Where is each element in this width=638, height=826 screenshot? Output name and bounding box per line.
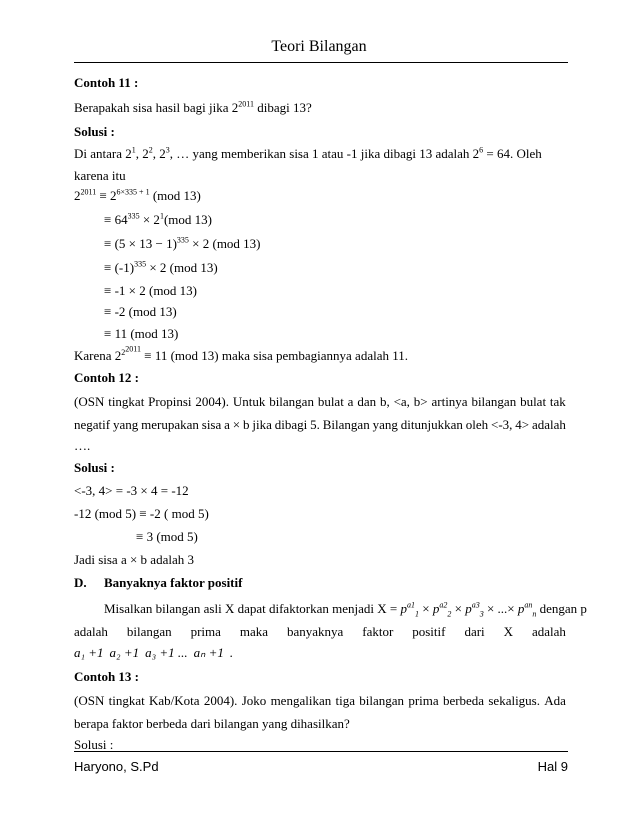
prime-power-term: $p^{a3}_3$ (465, 600, 484, 619)
word: b (243, 417, 250, 432)
word: berbeda (442, 693, 485, 708)
section-d-heading: D. Banyaknya faktor positif (74, 575, 243, 590)
congruence-step-7: ≡ 11 (mod 13) (104, 326, 179, 341)
footer-divider (74, 751, 568, 752)
word: tak (549, 394, 566, 409)
contoh-12-problem-line-1 (74, 394, 566, 410)
prime-power-term: $p^{a2}_2$ (432, 600, 452, 619)
word: yang (372, 417, 398, 432)
section-d-line-1: Misalkan bilangan asli X dapat difaktorkan menjadi $X = p^{a1}_1 \times p^{a2}_2 \times p^{a3}_3$ × ...× $p^{an}_n$ dengan p (104, 600, 587, 619)
word: bilangan (126, 624, 172, 639)
word: 4> (515, 417, 530, 432)
contoh-11-heading: Contoh 11 : (74, 75, 139, 90)
word: (OSN (74, 693, 105, 708)
word: Joko (241, 693, 267, 708)
word: adalah (531, 624, 566, 639)
word: jika (252, 417, 272, 432)
divisor-count-factors (74, 645, 239, 661)
contoh-12-heading: Contoh 12 : (74, 370, 140, 385)
factor-term: . (229, 645, 234, 660)
word: a (224, 417, 230, 432)
contoh-12-conclusion: Jadi sisa a × b adalah 3 (74, 552, 194, 567)
congruence-step-6: ≡ -2 (mod 13) (104, 304, 177, 319)
word: X (503, 624, 513, 639)
word: dibagi (274, 417, 308, 432)
word: faktor (362, 624, 394, 639)
contoh-12-problem-line-3: …. (74, 438, 91, 453)
congruence-step-3: ≡ $(5 \times 13 - 1)^{335} \times 2$ (mod 13) (104, 235, 261, 251)
word: b> (413, 394, 428, 409)
word: positif (412, 624, 446, 639)
word: dari (464, 624, 485, 639)
contoh-11-solution-line-1: Di antara $2^1$, $2^2$, $2^3$, … yang memberikan sisa 1 atau -1 jika dibagi 13 adalah $2^6 = 64$. Oleh (74, 145, 542, 161)
factor-term: a₃ +1 ... (145, 645, 188, 660)
word: banyaknya (286, 624, 344, 639)
word: <a, (393, 394, 410, 409)
prime-power-term: $p^{a1}_1$ (400, 600, 420, 619)
contoh-11-solusi-label: Solusi : (74, 124, 115, 139)
word: tiga (335, 693, 355, 708)
word: bulat (520, 394, 547, 409)
contoh-13-problem-line-2: berapa faktor berbeda dari bilangan yang dihasilkan? (74, 716, 350, 731)
congruence-step-5: ≡ -1 × 2 (mod 13) (104, 283, 198, 298)
word: sekaligus. (488, 693, 540, 708)
word: bilangan (359, 693, 405, 708)
prime-factorization-formula: $p^{a1}_1 \times p^{a2}_2 \times p^{a3}_3$ × ...× $p^{an}_n$ (400, 600, 537, 619)
word: × (232, 417, 241, 432)
word: yang (112, 417, 139, 432)
word: adalah (532, 417, 566, 432)
word: Untuk (232, 394, 266, 409)
congruence-step-1: $2^{2011} \equiv 2^{6\times 335 + 1}$ (mod 13) (74, 187, 201, 203)
word: b, (379, 394, 390, 409)
word: maka (239, 624, 269, 639)
contoh-11-conclusion: Karena $2^{2^{2011}} \equiv 11$ (mod 13) maka sisa pembagiannya adalah 11. (74, 344, 408, 363)
congruence-step-2: ≡ $64^{335} \times 2^1(mod$ 13) (104, 211, 212, 227)
section-d-line-2 (74, 624, 566, 640)
contoh-13-heading: Contoh 13 : (74, 669, 140, 684)
word: Bilangan (322, 417, 370, 432)
prime-power-term: $p^{an}_n$ (517, 600, 537, 619)
word: <-3, (490, 417, 513, 432)
word: adalah (74, 624, 108, 639)
congruence-step-4: ≡ $(-1)^{335} \times 2$ (mod 13) (104, 259, 218, 275)
word: Propinsi (148, 394, 192, 409)
factor-term: aₙ +1 (193, 645, 224, 660)
word: Ada (544, 693, 566, 708)
contoh-13-problem-line-1 (74, 693, 566, 709)
contoh-11-question: Berapakah sisa hasil bagi jika $2^{2011}$ dibagi 13? (74, 99, 312, 115)
contoh-12-step-3: ≡ 3 (mod 5) (136, 529, 198, 544)
word: bilangan (471, 394, 517, 409)
page-header-title: Teori Bilangan (271, 38, 367, 55)
word: Kab/Kota (149, 693, 200, 708)
word: 2004). (195, 394, 229, 409)
word: tingkat (108, 693, 145, 708)
word: mengalikan (270, 693, 332, 708)
factor-term: a₁ +1 (74, 645, 104, 660)
footer-page-number: Hal 9 (537, 759, 568, 774)
contoh-13-solusi-label: Solusi : (74, 737, 114, 752)
word: prima (190, 624, 221, 639)
word: tingkat (108, 394, 145, 409)
header-divider (74, 62, 568, 63)
contoh-12-step-2: -12 (mod 5) ≡ -2 ( mod 5) (74, 506, 209, 521)
word: (OSN (74, 394, 105, 409)
contoh-12-solusi-label: Solusi : (74, 460, 115, 475)
word: sisa (201, 417, 222, 432)
footer-author: Haryono, S.Pd (74, 759, 159, 774)
contoh-12-step-1: <-3, 4> = -3 × 4 = -12 (74, 483, 189, 498)
word: ditunjukkan (400, 417, 463, 432)
word: prima (408, 693, 439, 708)
contoh-11-solution-line-2: karena itu (74, 168, 126, 183)
word: 2004). (203, 693, 238, 708)
word: oleh (465, 417, 489, 432)
word: bilangan (269, 394, 314, 409)
word: 5. (310, 417, 320, 432)
word: a (347, 394, 354, 409)
word: dan (357, 394, 377, 409)
factor-term: a₂ +1 (109, 645, 140, 660)
word: merupakan (141, 417, 199, 432)
word: negatif (74, 417, 111, 432)
word: bulat (317, 394, 344, 409)
contoh-12-problem-line-2 (74, 417, 566, 433)
word: artinya (431, 394, 468, 409)
